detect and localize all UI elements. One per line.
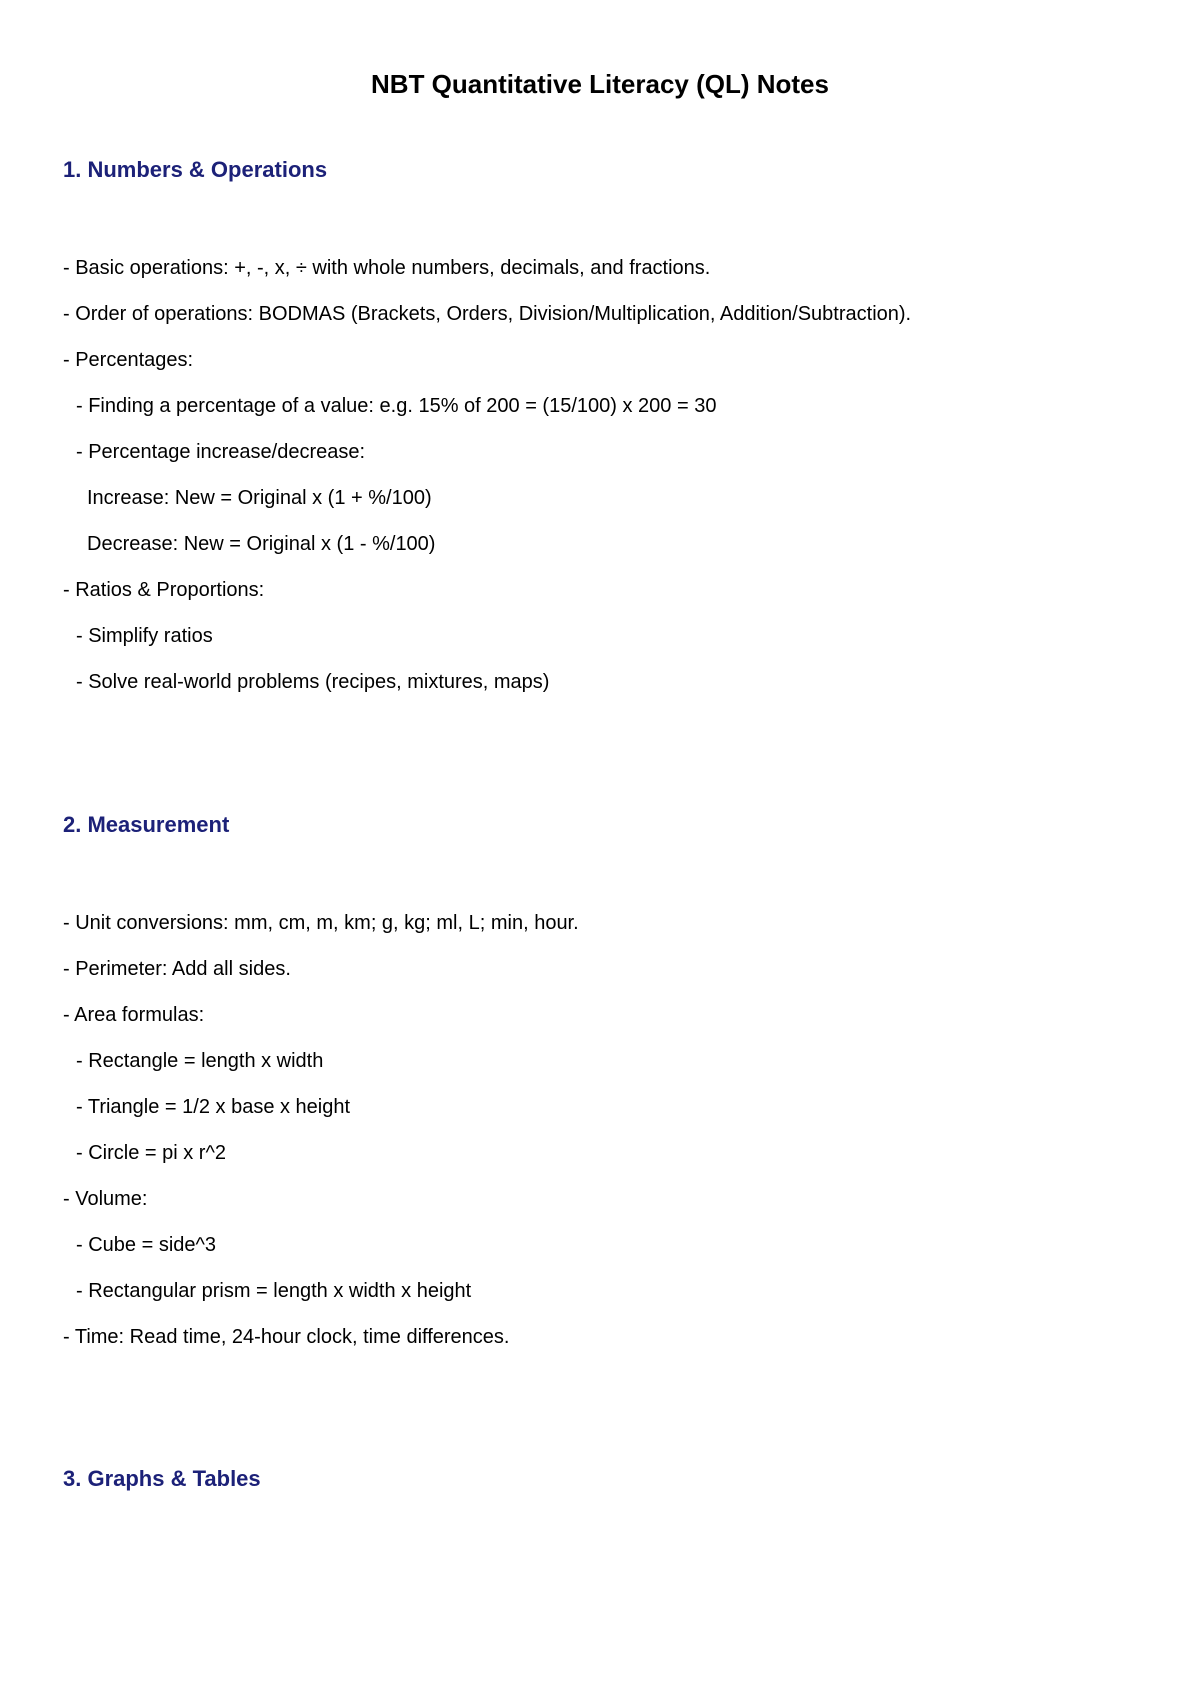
text-line: - Triangle = 1/2 x base x height bbox=[76, 1096, 351, 1118]
document-title: NBT Quantitative Literacy (QL) Notes bbox=[371, 69, 829, 99]
text-line: - Simplify ratios bbox=[76, 625, 213, 647]
text-line: - Order of operations: BODMAS (Brackets, Orders, Division/Multiplication, Addition/Subtraction). bbox=[63, 303, 912, 325]
text-line: - Area formulas: bbox=[63, 1004, 205, 1026]
text-line: - Cube = side^3 bbox=[76, 1234, 217, 1256]
text-line: - Volume: bbox=[63, 1188, 148, 1210]
text-line: - Time: Read time, 24-hour clock, time differences. bbox=[63, 1326, 510, 1348]
section-heading-measurement: 2. Measurement bbox=[63, 812, 230, 837]
text-line: - Percentages: bbox=[63, 349, 194, 371]
text-line: - Ratios & Proportions: bbox=[63, 579, 265, 601]
text-line: - Finding a percentage of a value: e.g. 15% of 200 = (15/100) x 200 = 30 bbox=[76, 395, 717, 417]
section-heading-graphs-tables: 3. Graphs & Tables bbox=[63, 1466, 261, 1491]
text-line: - Perimeter: Add all sides. bbox=[63, 958, 291, 980]
text-line: - Unit conversions: mm, cm, m, km; g, kg; ml, L; min, hour. bbox=[63, 912, 579, 934]
text-line: - Basic operations: +, -, x, ÷ with whole numbers, decimals, and fractions. bbox=[63, 257, 711, 279]
section-heading-numbers-operations: 1. Numbers & Operations bbox=[63, 157, 328, 182]
text-line: Increase: New = Original x (1 + %/100) bbox=[87, 487, 432, 509]
text-line: - Rectangle = length x width bbox=[76, 1050, 324, 1072]
text-line: - Circle = pi x r^2 bbox=[76, 1142, 226, 1164]
text-line: Decrease: New = Original x (1 - %/100) bbox=[87, 533, 436, 555]
text-line: - Percentage increase/decrease: bbox=[76, 441, 366, 463]
text-line: - Rectangular prism = length x width x height bbox=[76, 1280, 472, 1302]
text-line: - Solve real-world problems (recipes, mixtures, maps) bbox=[76, 671, 550, 693]
